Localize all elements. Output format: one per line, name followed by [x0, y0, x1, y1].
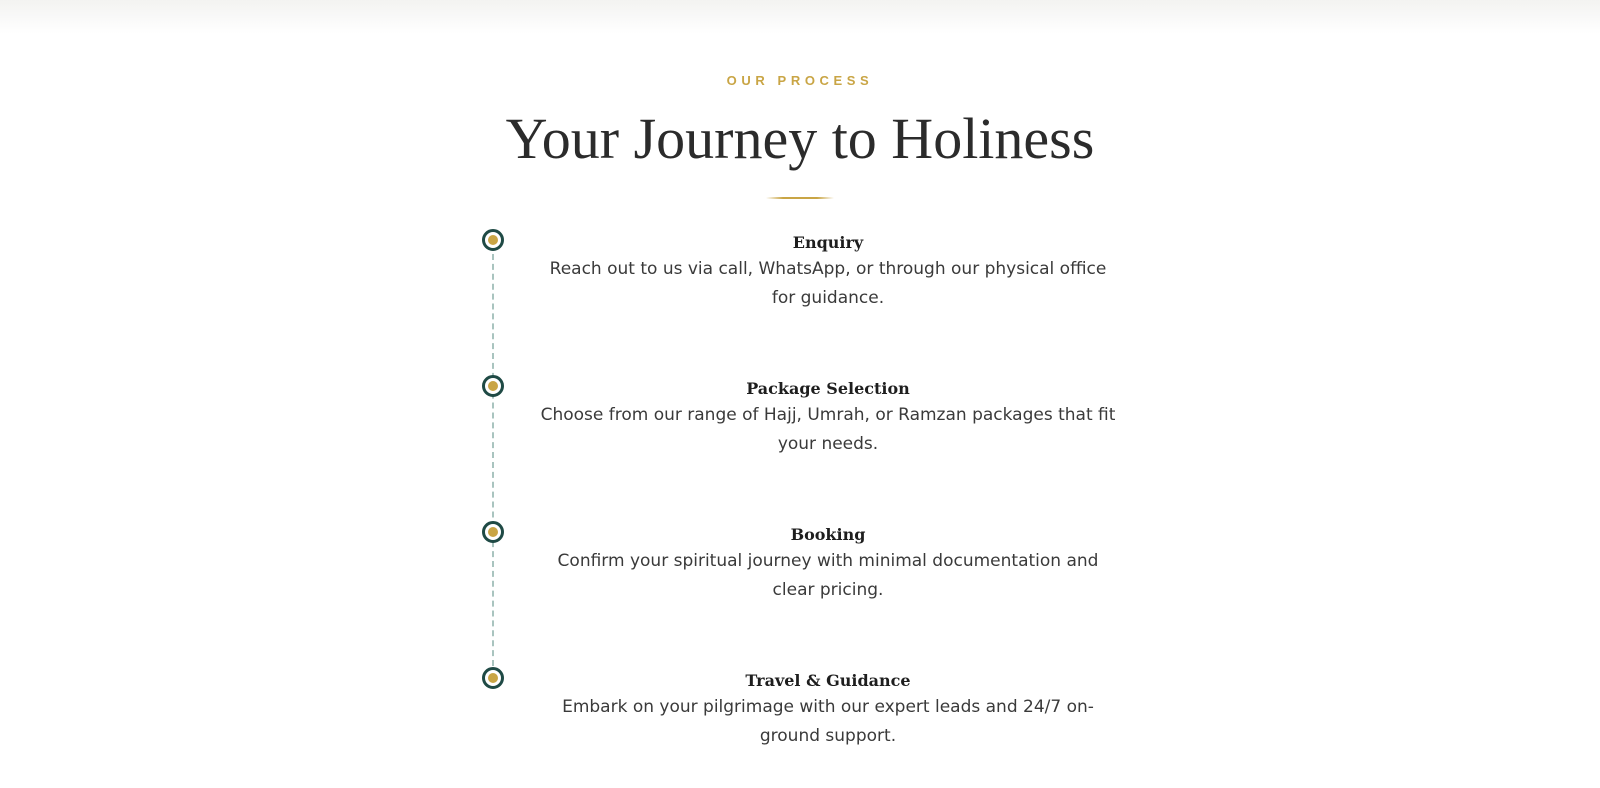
timeline-step: [0, 375, 1600, 495]
timeline-step: [0, 229, 1600, 349]
step-title: Travel & Guidance: [745, 671, 911, 690]
timeline-dot-icon: [482, 375, 504, 397]
timeline-step: [0, 521, 1600, 641]
step-description: Confirm your spiritual journey with minimal documentation and clear pricing.: [557, 551, 1099, 600]
step-description: Embark on your pilgrimage with our expert leads and 24/7 on-ground support.: [562, 697, 1094, 746]
step-description: Reach out to us via call, WhatsApp, or through our physical office for guidance.: [549, 259, 1107, 308]
step-title: Package Selection: [746, 379, 910, 398]
step-title: Enquiry: [792, 233, 864, 252]
timeline-dot-icon: [482, 667, 504, 689]
timeline-dot-icon: [482, 229, 504, 251]
header-shadow: [0, 0, 1600, 34]
step-description: Choose from our range of Hajj, Umrah, or Ramzan packages that fit your needs.: [540, 405, 1116, 454]
step-title: Booking: [790, 525, 866, 544]
timeline-step: [0, 667, 1600, 787]
section-eyebrow: OUR PROCESS: [726, 73, 874, 88]
section-title: Your Journey to Holiness: [505, 106, 1095, 171]
timeline-dot-icon: [482, 521, 504, 543]
title-divider: [766, 197, 834, 199]
